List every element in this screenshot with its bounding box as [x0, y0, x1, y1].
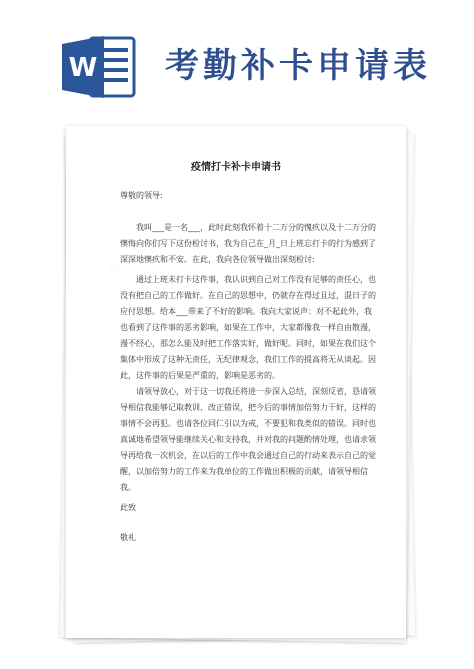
paragraph: 通过上班未打卡这件事，我认识到自己对工作没有足够的责任心，也没有把自己的工作做好。在自己的思想中，仍就存在得过且过，混日子的应付思想。给本___带来了不好的影响。我向大家说声：对不起此外，我也看到了这件事的恶劣影响，如果在工作中，大家都像我一样自由散漫，漫不经心，那怎么能及时把工作落实好，做好呢。同时，如果在我们这个集体中形成了这种无责任，无纪律观念，我们工作的提高将无从谈起。因此，这件事的后果是严重的，影响是恶劣的。: [120, 275, 376, 380]
word-document-icon: [60, 32, 138, 102]
document-title: 疫情打卡补卡申请书: [191, 162, 281, 173]
closing-line: 此致: [120, 503, 136, 512]
watermark: □ □ □ □: [217, 415, 272, 453]
header-banner: [0, 0, 474, 125]
page-title: 考勤补卡申请表: [165, 46, 431, 86]
salutation: 尊敬的领导:: [120, 191, 163, 200]
paragraph: 请领导放心，对于这一切我还将进一步深入总结，深刻反省，恳请领导相信我能够记取教训、改正错误，把今后的事情加倍努力干好，这样的事情不会再犯。也请各位同仁引以为戒，不要犯和我类似的错误。同时也真诚地希望领导能继续关心和支持我，并对我的问题酌情处理，也请求领导再给我一次机会，在以后的工作中我会通过自己的行动来表示自己的觉醒，以加倍努力的工作来为我单位的工作做出积极的贡献，请领导相信我。: [120, 387, 376, 492]
document-page: [66, 126, 406, 638]
paragraph: 我叫___是一名___，此时此刻我怀着十二万分的愧疚以及十二万分的懊悔向你们写下这份检讨书，我为自己在_月_日上班忘打卡的行为感到了深深地懊疚和不安。在此，我向各位领导做出深刻检讨:: [120, 223, 376, 264]
watermark: □ □ □ □: [107, 235, 162, 273]
closing-line: 敬礼: [120, 533, 136, 542]
document-preview: [58, 126, 420, 646]
document-body: [66, 126, 406, 638]
word-icon-letter: W: [68, 53, 98, 83]
